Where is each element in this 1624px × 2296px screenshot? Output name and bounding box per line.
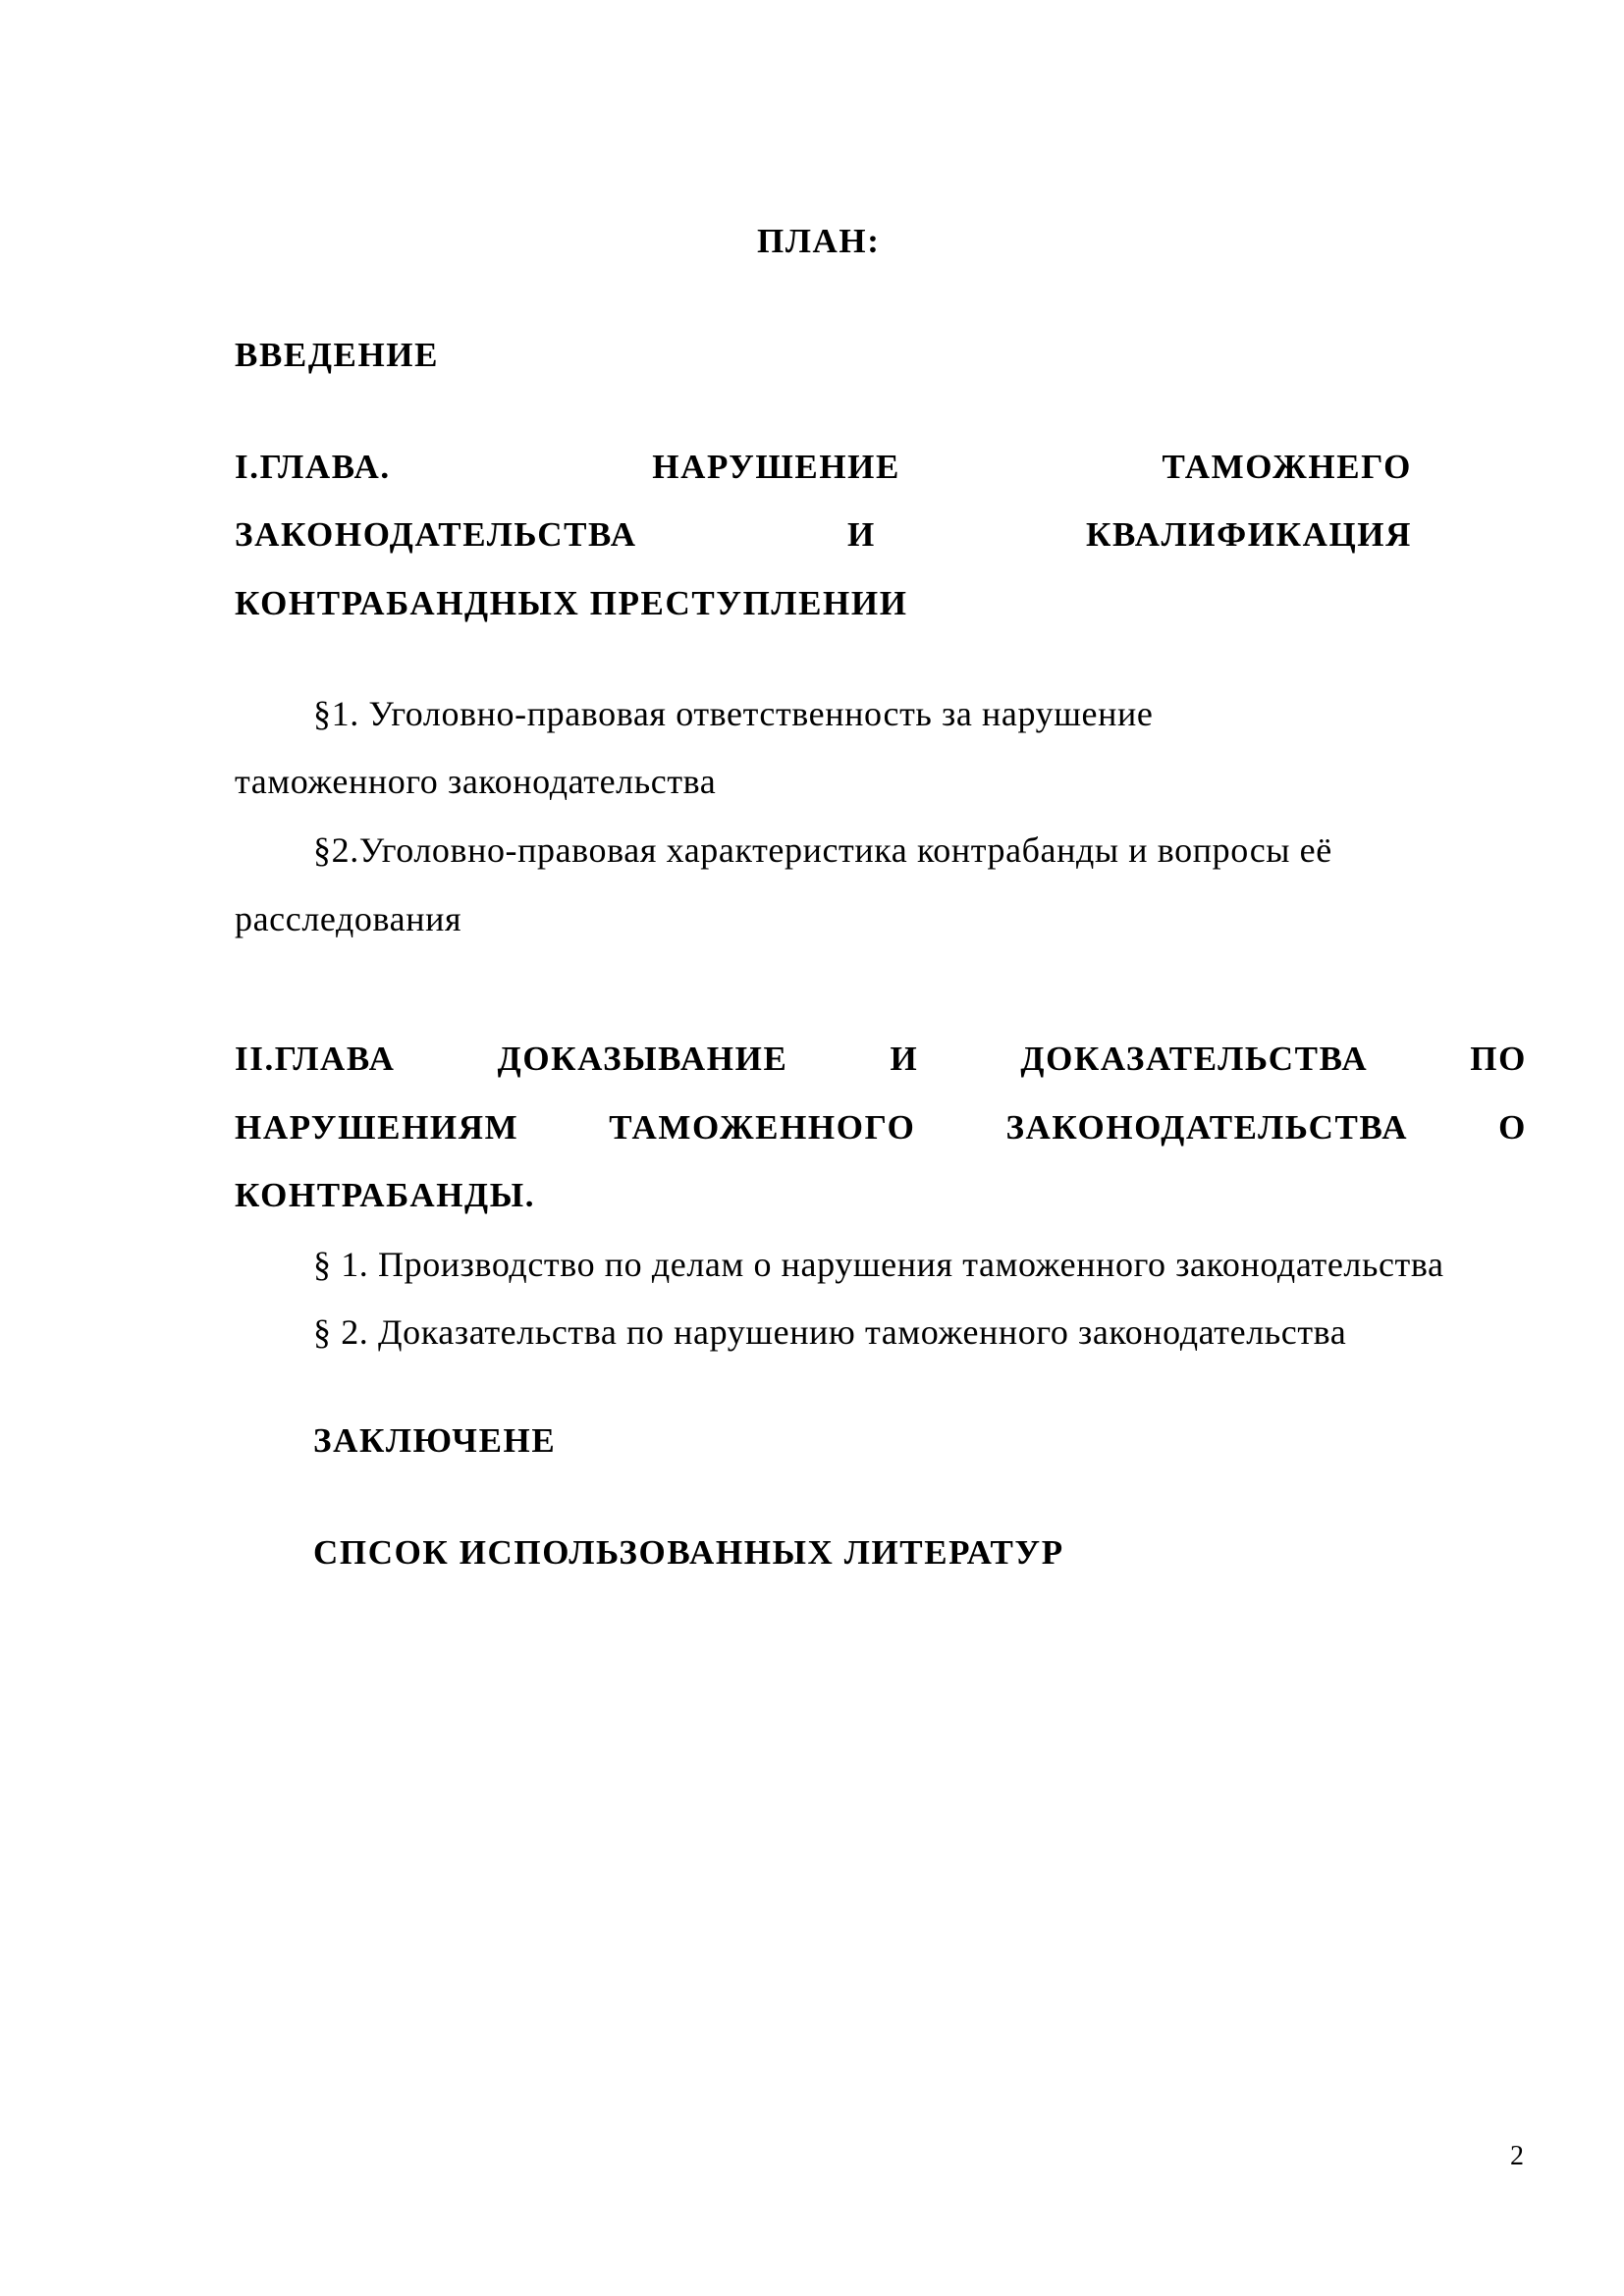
chapter2-word: II.ГЛАВА bbox=[235, 1040, 396, 1078]
chapter2-heading-line3: КОНТРАБАНДЫ. bbox=[235, 1176, 536, 1214]
chapter1-word: ЗАКОНОДАТЕЛЬСТВА bbox=[235, 515, 637, 554]
chapter2-section2: § 2. Доказательства по нарушению таможенного законодательства bbox=[313, 1312, 1347, 1352]
chapter1-word: КВАЛИФИКАЦИЯ bbox=[1086, 515, 1412, 554]
chapter1-heading-line2 bbox=[235, 517, 1412, 552]
chapter1-section2-line2: расследования bbox=[235, 899, 462, 938]
chapter1-section2-line1: §2.Уголовно-правовая характеристика контрабанды и вопросы её bbox=[313, 830, 1332, 870]
chapter1-word: ТАМОЖНЕГО bbox=[1162, 448, 1412, 486]
chapter2-word: ЗАКОНОДАТЕЛЬСТВА bbox=[1005, 1108, 1409, 1147]
chapter2-word: НАРУШЕНИЯМ bbox=[235, 1108, 519, 1147]
plan-title: ПЛАН: bbox=[757, 222, 881, 260]
bibliography-heading: СПСОК ИСПОЛЬЗОВАННЫХ ЛИТЕРАТУР bbox=[313, 1533, 1064, 1572]
intro-heading: ВВЕДЕНИЕ bbox=[235, 336, 440, 374]
chapter2-heading-line1 bbox=[235, 1041, 1527, 1076]
conclusion-heading: ЗАКЛЮЧЕНЕ bbox=[313, 1421, 557, 1460]
chapter2-word: ДОКАЗАТЕЛЬСТВА bbox=[1020, 1040, 1369, 1078]
chapter1-word: И bbox=[846, 515, 876, 554]
chapter2-word: ДОКАЗЫВАНИЕ bbox=[497, 1040, 788, 1078]
chapter2-word: И bbox=[890, 1040, 919, 1078]
chapter2-word: ТАМОЖЕННОГО bbox=[609, 1108, 916, 1147]
chapter2-word: О bbox=[1498, 1108, 1527, 1147]
chapter1-section1-line2: таможенного законодательства bbox=[235, 762, 717, 801]
chapter1-word: НАРУШЕНИЕ bbox=[652, 448, 900, 486]
chapter2-word: ПО bbox=[1470, 1040, 1527, 1078]
chapter1-heading-line1 bbox=[235, 450, 1412, 484]
chapter2-heading-line2 bbox=[235, 1110, 1527, 1145]
chapter1-heading-line3: КОНТРАБАНДНЫХ ПРЕСТУПЛЕНИИ bbox=[235, 584, 908, 622]
page-number: 2 bbox=[1510, 2141, 1524, 2171]
chapter1-section1-line1: §1. Уголовно-правовая ответственность за нарушение bbox=[313, 694, 1154, 733]
chapter1-word: I.ГЛАВА. bbox=[235, 448, 391, 486]
chapter2-section1: § 1. Производство по делам о нарушения таможенного законодательства bbox=[313, 1245, 1444, 1284]
